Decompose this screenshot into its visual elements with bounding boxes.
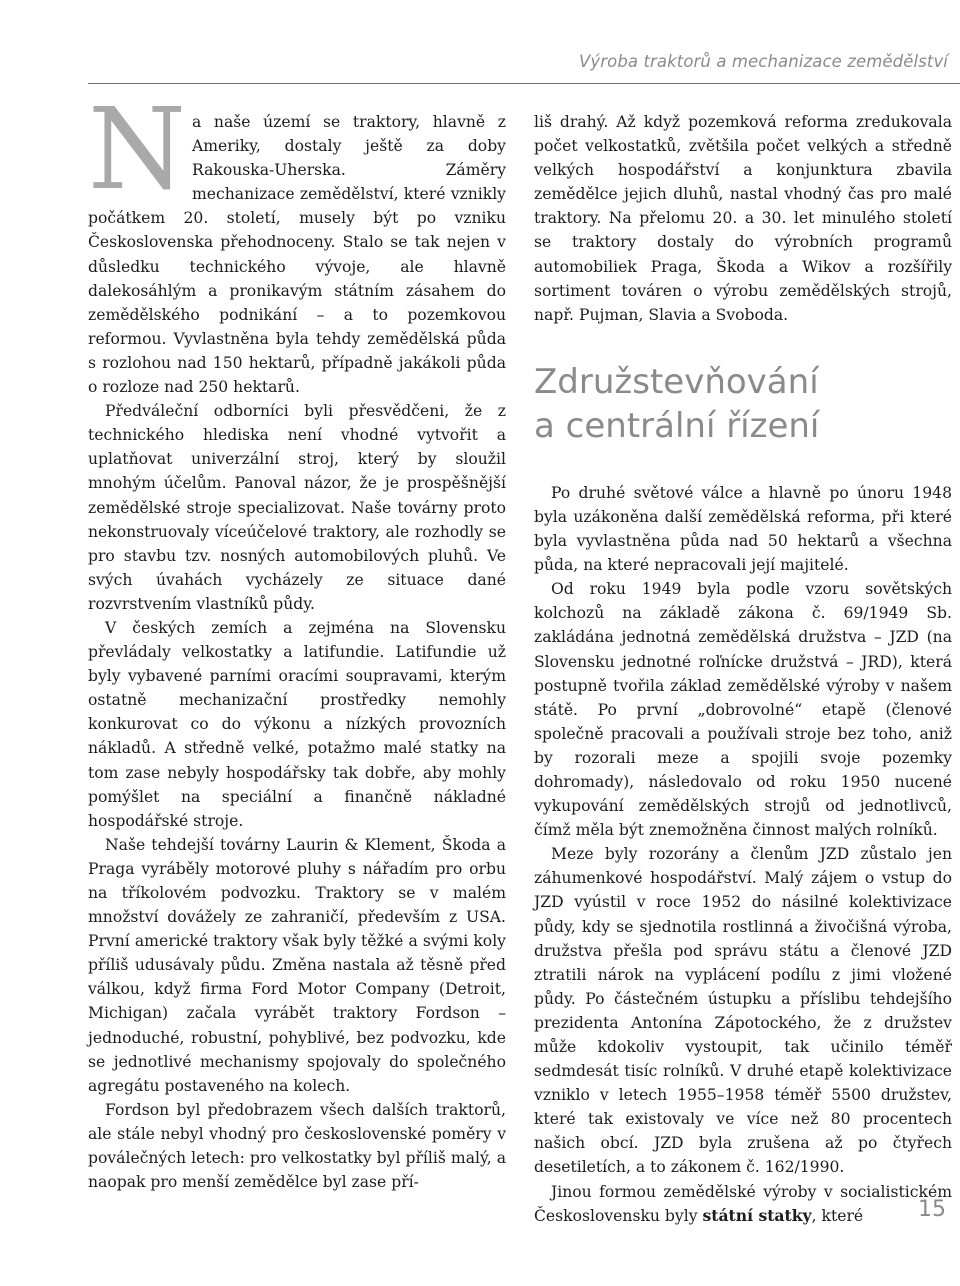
paragraph-text: Jinou formou zemědělské výroby v socialistickém Československu byly <box>534 1182 952 1225</box>
left-text-column <box>88 85 506 1194</box>
intro-paragraph-text: a naše území se traktory, hlavně z Ameriky, dostaly ještě za doby Rakouska-Uherska. Záměry mechanizace zemědělství, které vznikly počátkem 20. století, musely být po vzniku Československa přehodnoceny. Stalo se tak nejen v důsledku technického vývoje, ale hlavně dalekosáhlým a pronikavým státním zásahem do zemědělského podnikání – a to pozemkovou reformou. Vyvlastněna byla tehdy zemědělská půda s rozlohou nad 150 hektarů, případně jakákoli půda o rozloze nad 250 hektarů. <box>88 113 506 397</box>
right-text-column <box>534 110 952 1228</box>
drop-cap: N <box>88 85 184 215</box>
section-heading-line-2: a centrální řízení <box>534 405 820 446</box>
intro-paragraph <box>88 85 506 399</box>
header-rule <box>88 83 960 84</box>
paragraph: Od roku 1949 byla podle vzoru sovětských kolchozů na základě zákona č. 69/1949 Sb. zakládána jednotná zemědělská družstva – JZD (na Slovensku jednotné roľnícke družstvá – JRD), která postupně tvořila základ zemědělské výroby v našem státě. Po první „dobrovolné“ etapě (členové společně pracovali a používali stroje bez toho, aniž by rozorali meze a spojili svoje pozemky dohromady), následovalo od roku 1950 nucené vykupování zemědělských strojů od jednotlivců, čímž měla být znemožněna činnost malých rolníků. <box>534 580 952 840</box>
paragraph: Předváleční odborníci byli přesvědčeni, že z technického hlediska není vhodné vytvořit a uplatňovat univerzální stroj, který by sloužil mnohým účelům. Panoval názor, že je prospěšnější zemědělské stroje specializovat. Naše továrny proto nekonstruovaly víceúčelové traktory, ale rozhodly se pro stavbu tzv. nosných automobilových pluhů. Ve svých úvahách vycházely ze situace dané rozvrstvením vlastníků půdy. <box>88 402 506 613</box>
page-number: 15 <box>918 1197 946 1222</box>
section-heading <box>534 360 952 448</box>
paragraph: Po druhé světové válce a hlavně po únoru 1948 byla uzákoněna další zemědělská reforma, při které byla vyvlastněna půda nad 50 hektarů a všechna půda, na které nepracovali její majitelé. <box>534 483 952 575</box>
running-header-title: Výroba traktorů a mechanizace zemědělství <box>579 52 948 71</box>
section-heading-line-1: Združstevňování <box>534 361 819 402</box>
paragraph-text-end: , které <box>811 1206 864 1225</box>
paragraph <box>534 1180 952 1228</box>
paragraph: Fordson byl předobrazem všech dalších traktorů, ale stále nebyl vhodný pro československé poměry v poválečných letech: pro velkostatky byl příliš malý, a naopak pro menší zemědělce byl zase pří- <box>88 1100 506 1192</box>
paragraph: V českých zemích a zejména na Slovensku převládaly velkostatky a latifundie. Latifundie už byly vybavené parními oracími soupravami, kterým ostatně mechanizační prostředky nemohly konkurovat co do výkonu a nízkých provozních nákladů. A středně velké, potažmo malé statky na tom zase nebyly hospodářsky tak dobře, aby mohly pomýšlet na speciální a finančně nákladné hospodářské stroje. <box>88 618 506 830</box>
paragraph: Naše tehdejší továrny Laurin & Klement, Škoda a Praga vyráběly motorové pluhy s nářadím pro orbu na tříkolovém podvozku. Traktory se v malém množství dovážely ze zahraničí, především z USA. První americké traktory však byly těžké a svými koly příliš udusávaly půdu. Změna nastala až těsně před válkou, když firma Ford Motor Company (Detroit, Michigan) začala vyrábět traktory Fordson – jednoduché, robustní, pohyblivé, bez podvozku, kde se jednotlivé mechanismy spojovaly do společného agregátu postaveného na kolech. <box>88 835 506 1095</box>
bold-term: státní statky <box>702 1205 812 1225</box>
continued-paragraph: liš drahý. Až když pozemková reforma zredukovala počet velkostatků, zvětšila počet velkých a středně velkých hospodářství a konjunktura zbavila zemědělce jejich dluhů, nastal vhodný čas pro malé traktory. Na přelomu 20. a 30. let minulého století se traktory dostaly do výrobních programů automobiliek Praga, Škoda a Wikov a rozšířily sortiment továren o výrobu zemědělských strojů, např. Pujman, Slavia a Svoboda. <box>534 113 952 324</box>
paragraph: Meze byly rozorány a členům JZD zůstalo jen záhumenkové hospodářství. Malý zájem o vstup do JZD vyústil v roce 1952 do násilné kolektivizace půdy, kdy se sjednotila rostlinná a živočišná výroba, družstva přešla pod správu státu a členové JZD ztratili nárok na vyplácení podílu z jimi vložené půdy. Po částečném ústupku a příslibu tehdejšího prezidenta Antonína Zápotockého, že z družstev může kdokoliv vystoupit, tak učinilo téměř sedmdesát tisíc rolníků. V druhé etapě kolektivizace vzniklo v letech 1955–1958 téměř 5500 družstev, které tak existovaly ve více než 80 procentech našich obcí. JZD byla zrušena až po čtyřech desetiletích, a to zákonem č. 162/1990. <box>534 845 952 1177</box>
